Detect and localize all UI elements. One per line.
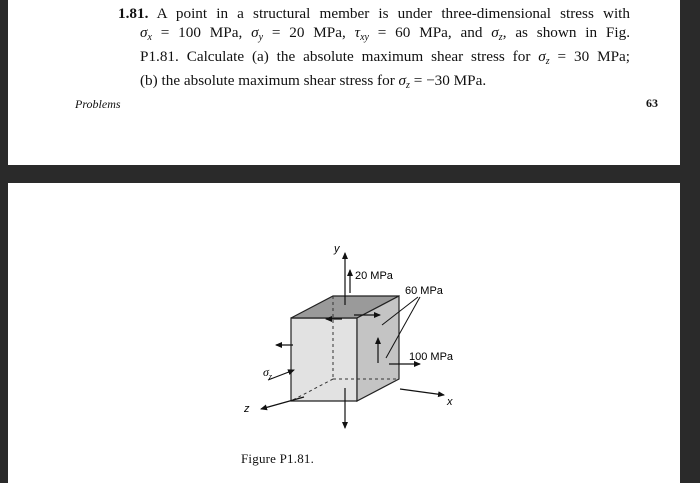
label-60-mpa: 60 MPa bbox=[405, 285, 443, 297]
text-run: P1.81. Calculate (a) the absolute maximum shear stress for bbox=[140, 48, 539, 65]
x-axis-arrow bbox=[400, 389, 444, 395]
text-run: (b) the absolute maximum shear stress for bbox=[140, 72, 399, 89]
subscript: z bbox=[545, 56, 550, 67]
sigma-symbol: σ bbox=[398, 72, 407, 89]
sigma-symbol: σ bbox=[251, 24, 259, 41]
sigma-symbol: σ bbox=[491, 24, 499, 41]
tau-symbol: τ bbox=[354, 24, 361, 41]
text-run: = 100 MPa, bbox=[151, 24, 252, 41]
sigma-symbol: σ bbox=[140, 24, 148, 41]
subscript: y bbox=[258, 32, 264, 43]
problem-line-3 bbox=[118, 47, 630, 71]
problem-line-1 bbox=[118, 4, 630, 23]
z-axis-label: z bbox=[244, 403, 250, 415]
problem-number: 1.81. bbox=[118, 5, 149, 22]
stress-element-figure bbox=[8, 183, 680, 483]
y-axis-label: y bbox=[334, 243, 340, 255]
problem-line-2 bbox=[118, 23, 630, 47]
text-run: , as shown in Fig. bbox=[502, 24, 630, 41]
page-top bbox=[8, 0, 680, 165]
figure-caption-number: P1.81. bbox=[279, 451, 315, 466]
figure-caption bbox=[241, 451, 314, 467]
sigma-z-label: $\sigma_z$ bbox=[263, 365, 273, 381]
sigma-symbol: σ bbox=[538, 48, 546, 65]
label-100-mpa: 100 MPa bbox=[409, 351, 454, 363]
subscript: xy bbox=[360, 32, 369, 43]
z-axis-arrow bbox=[261, 397, 304, 409]
text-run: = 60 MPa, and bbox=[368, 24, 492, 41]
problem-line-4 bbox=[118, 71, 630, 95]
cube-front-face bbox=[291, 318, 357, 401]
problem-statement bbox=[118, 4, 630, 95]
subscript: z bbox=[406, 80, 410, 91]
text-run: = −30 MPa. bbox=[409, 72, 487, 89]
subscript: x bbox=[147, 32, 152, 43]
text-run: = 30 MPa; bbox=[549, 48, 630, 65]
text-run: = 20 MPa, bbox=[263, 24, 355, 41]
figure-caption-prefix: Figure bbox=[241, 451, 277, 466]
x-axis-label: x bbox=[447, 396, 453, 408]
label-20-mpa: 20 MPa bbox=[355, 270, 393, 282]
subscript: z bbox=[498, 32, 503, 43]
running-head: Problems bbox=[75, 97, 121, 111]
problem-line-1-text: A point in a structural member is under three-dimensional stress with bbox=[156, 5, 630, 22]
page-number: 63 bbox=[646, 96, 658, 110]
page-bottom bbox=[8, 183, 680, 483]
